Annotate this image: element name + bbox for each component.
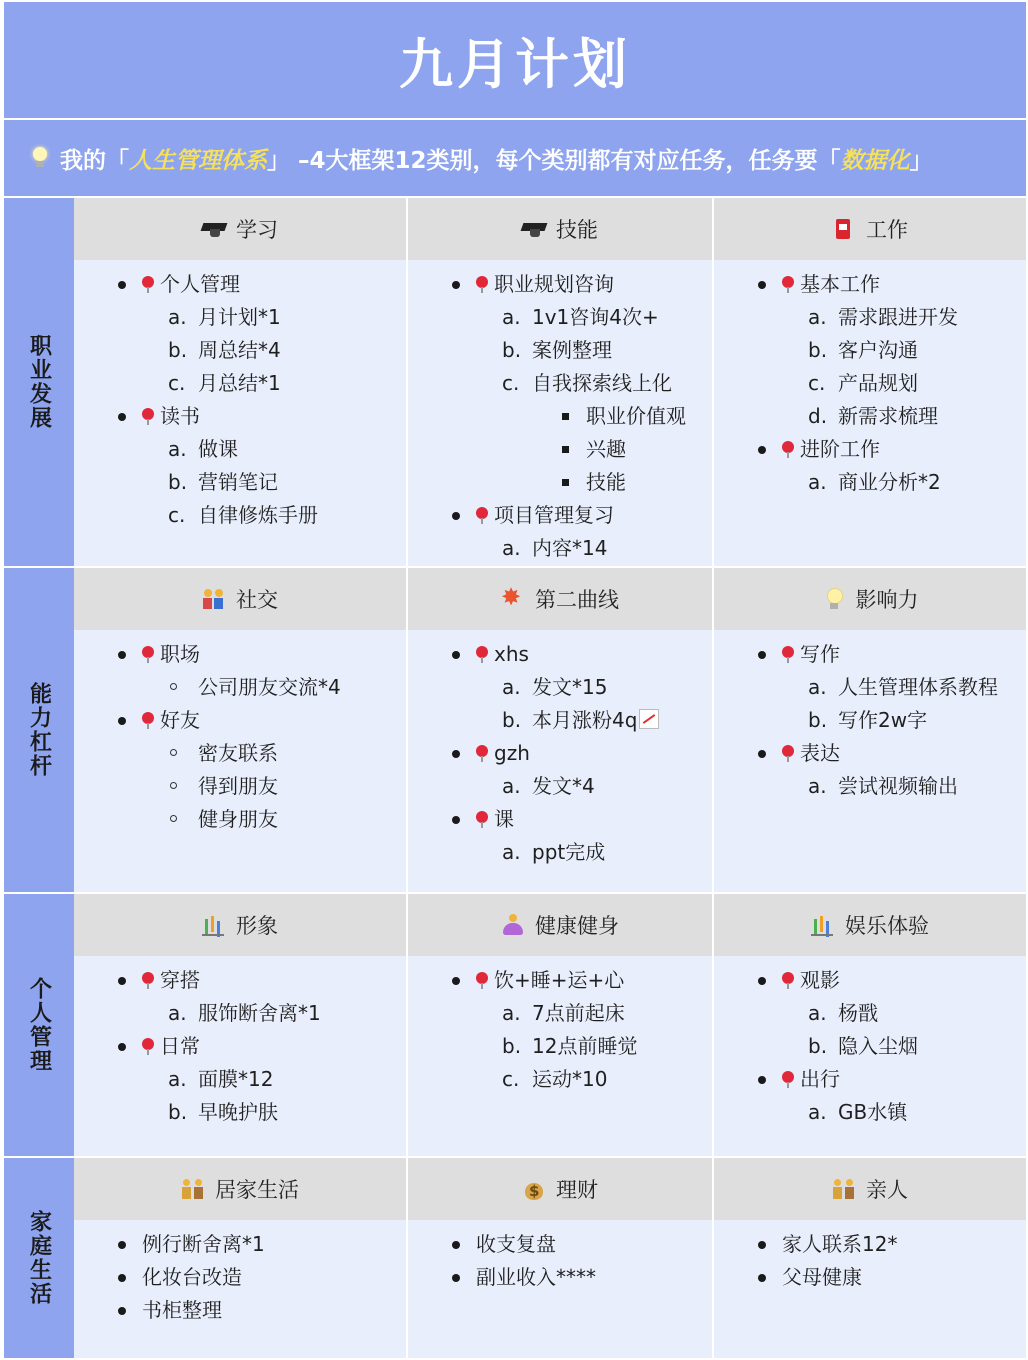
item-text: 服饰断舍离*1 [198,1001,321,1025]
category-column [406,568,712,892]
sub-item-marker: a. [808,470,827,494]
sub-item-marker: c. [502,1067,520,1091]
pushpin-icon [476,811,488,827]
category-header [714,1158,1026,1221]
list-item [714,1261,1026,1294]
list-item [74,1261,406,1294]
pushpin-icon [476,507,488,523]
pushpin-icon [142,408,154,424]
category-column [712,894,1026,1156]
item-text: 技能 [586,470,626,494]
sub-item-marker: a. [808,774,827,798]
sub-item [714,704,1026,737]
item-text: 客户沟通 [838,338,918,362]
item-text: 做课 [198,437,238,461]
sub-item-marker: b. [168,1100,188,1124]
sub-item-marker: b. [808,338,828,362]
sub-item [714,997,1026,1030]
category-header [714,568,1026,631]
category-body [408,1220,712,1358]
item-text: 表达 [800,741,840,765]
sub-item [714,1096,1026,1129]
sub-item-marker: a. [502,1001,521,1025]
sub-item-marker: c. [808,371,826,395]
lightbulb-icon [822,587,846,611]
item-text: gzh [494,741,530,765]
item-text: 课 [494,807,514,831]
pushpin-icon [782,972,794,988]
list-item [74,964,406,997]
item-text: 健身朋友 [198,807,278,831]
sub-item-marker: a. [808,305,827,329]
section-label-text: 家庭生活 [26,1210,52,1306]
work-icon [832,217,856,241]
people-icon [202,587,226,611]
category-header [408,198,712,261]
list-item [74,704,406,737]
sub-item-marker: a. [168,1067,187,1091]
category-column [74,894,406,1156]
category-body [714,956,1026,1156]
graduation-cap-icon [202,217,226,241]
sub-item-marker: a. [808,675,827,699]
category-column [74,1158,406,1358]
category-title: 影响力 [855,588,919,612]
item-text: 父母健康 [782,1265,862,1289]
list-item [714,1063,1026,1096]
item-text: 尝试视频输出 [838,774,958,798]
item-text: ppt完成 [532,840,606,864]
sub-item [74,1063,406,1096]
category-title: 亲人 [866,1178,908,1202]
category-column [406,198,712,566]
category-title: 第二曲线 [535,588,619,612]
item-text: 好友 [160,708,200,732]
item-text: 隐入尘烟 [838,1034,918,1058]
pushpin-icon [142,972,154,988]
sub-item-marker: c. [502,371,520,395]
item-text: GB水镇 [838,1100,908,1124]
category-title: 学习 [236,218,278,242]
category-title: 形象 [236,914,278,938]
list-item [408,1228,712,1261]
sub-item [408,301,712,334]
item-text: 饮+睡+运+心 [494,968,625,992]
item-text: 公司朋友交流*4 [198,675,341,699]
sub-item [74,301,406,334]
category-title: 居家生活 [215,1178,299,1202]
item-text: 进阶工作 [800,437,880,461]
subtitle-bar [4,120,1026,196]
item-text: 月总结*1 [198,371,281,395]
category-header [408,894,712,957]
pushpin-icon [782,441,794,457]
subtitle-highlight-system: 人生管理体系 [129,147,267,174]
category-column [74,198,406,566]
sub-item-marker: c. [168,503,186,527]
sub-item [714,400,1026,433]
item-text: 7点前起床 [532,1001,625,1025]
category-body [74,630,406,892]
item-text: 职业规划咨询 [494,272,614,296]
subtitle-prefix: 我的「 [60,147,129,174]
sub-item [408,367,712,400]
sub-item-marker: a. [502,536,521,560]
item-text: 写作 [800,642,840,666]
sub-item [74,737,406,770]
category-body [714,260,1026,566]
sub-item-marker: b. [502,1034,522,1058]
item-text: 职业价值观 [586,404,686,428]
category-body [74,1220,406,1358]
item-text: 化妆台改造 [142,1265,242,1289]
sub-item [408,671,712,704]
sub-item [714,334,1026,367]
list-item [714,1228,1026,1261]
category-column [712,568,1026,892]
sub-item [74,671,406,704]
item-text: 兴趣 [586,437,626,461]
list-item [714,268,1026,301]
sub-item [408,532,712,565]
item-text: 家人联系12* [782,1232,898,1256]
item-text: 营销笔记 [198,470,278,494]
sub-item [74,466,406,499]
item-text: 杨戬 [838,1001,878,1025]
category-header [74,894,406,957]
sub-item-marker: a. [808,1100,827,1124]
pushpin-icon [782,276,794,292]
sub-item [408,334,712,367]
category-header [408,568,712,631]
item-text: 基本工作 [800,272,880,296]
item-text: 自律修炼手册 [198,503,318,527]
list-item [714,638,1026,671]
item-text: 面膜*12 [198,1067,274,1091]
sub-item [74,803,406,836]
item-text: 例行断舍离*1 [142,1232,265,1256]
item-text: 本月涨粉4q [532,708,638,732]
chart-icon [811,913,835,937]
item-text: 密友联系 [198,741,278,765]
pushpin-icon [476,646,488,662]
item-text: 月计划*1 [198,305,281,329]
section-2 [4,568,1026,892]
section-label [4,1158,74,1358]
item-text: 早晚护肤 [198,1100,278,1124]
category-body [408,260,712,566]
sub-item [74,367,406,400]
category-body [408,630,712,892]
list-item [408,499,712,532]
item-text: 产品规划 [838,371,918,395]
category-body [74,956,406,1156]
category-header [714,894,1026,957]
pushpin-icon [782,745,794,761]
item-text: 运动*10 [532,1067,608,1091]
sub-item-marker: a. [168,437,187,461]
item-text: 穿搭 [160,968,200,992]
pushpin-icon [476,972,488,988]
category-body [714,1220,1026,1358]
section-label-text: 职业发展 [26,334,52,430]
pushpin-icon [476,745,488,761]
sub-item-marker: a. [502,840,521,864]
category-header [74,1158,406,1221]
sub-item [714,1030,1026,1063]
item-text: 12点前睡觉 [532,1034,638,1058]
sub-item-marker: a. [502,675,521,699]
item-text: 副业收入**** [476,1265,596,1289]
subtitle-suffix: 」 [909,147,933,174]
sub-item [714,367,1026,400]
sub-item-marker: a. [168,1001,187,1025]
pushpin-icon [142,646,154,662]
list-item [714,964,1026,997]
section-1 [4,198,1026,566]
category-body [408,956,712,1156]
list-item [74,1228,406,1261]
sub-item-marker: b. [502,708,522,732]
item-text: 写作2w字 [838,708,928,732]
sub-item-marker: c. [168,371,186,395]
item-text: 项目管理复习 [494,503,614,527]
page-title: 九月计划 [4,2,1026,118]
sub-item [74,433,406,466]
category-column [406,1158,712,1358]
category-body [74,260,406,566]
category-column [712,198,1026,566]
item-text: 发文*15 [532,675,608,699]
sub-item [408,836,712,869]
item-text: 职场 [160,642,200,666]
section-label-text: 能力杠杆 [26,682,52,778]
category-title: 理财 [556,1178,598,1202]
item-text: 日常 [160,1034,200,1058]
item-text: 书柜整理 [142,1298,222,1322]
category-title: 工作 [866,218,908,242]
yoga-icon [501,913,525,937]
sub-item-marker: b. [808,1034,828,1058]
family-icon [181,1177,205,1201]
sub-item [74,997,406,1030]
graduation-cap-icon [522,217,546,241]
list-item [408,268,712,301]
category-title: 健康健身 [535,914,619,938]
sub-item [74,1096,406,1129]
item-text: 需求跟进开发 [838,305,958,329]
pushpin-icon [142,1038,154,1054]
category-header [714,198,1026,261]
pushpin-icon [476,276,488,292]
sub-item-marker: b. [502,338,522,362]
item-text: 观影 [800,968,840,992]
category-title: 社交 [236,588,278,612]
item-text: 读书 [160,404,200,428]
subtitle-highlight-data: 数据化 [840,147,910,174]
sub-sub-item [408,400,712,433]
sub-item-marker: d. [808,404,828,428]
sub-item-marker: b. [808,708,828,732]
category-title: 娱乐体验 [845,914,929,938]
category-column [406,894,712,1156]
item-text: 新需求梳理 [838,404,938,428]
category-column [712,1158,1026,1358]
sub-item-marker: b. [168,338,188,362]
sub-item [714,770,1026,803]
family-icon [832,1177,856,1201]
sub-item [74,499,406,532]
section-label [4,568,74,892]
sub-item-marker: b. [168,470,188,494]
pushpin-icon [782,1071,794,1087]
item-text: 得到朋友 [198,774,278,798]
sub-item [408,1063,712,1096]
category-header [408,1158,712,1221]
sub-item [408,997,712,1030]
subtitle-middle: 」 –4大框架12类别，每个类别都有对应任务，任务要「 [267,147,841,174]
section-label [4,198,74,566]
list-item [408,737,712,770]
pushpin-icon [142,712,154,728]
list-item [408,638,712,671]
item-text: 周总结*4 [198,338,281,362]
sub-item [714,301,1026,334]
money-bag-icon [522,1177,546,1201]
sub-item [408,1030,712,1063]
item-text: 案例整理 [532,338,612,362]
sub-item [714,466,1026,499]
item-text: xhs [494,642,529,666]
sub-item-marker: a. [808,1001,827,1025]
list-item [74,268,406,301]
list-item [74,1294,406,1327]
item-text: 自我探索线上化 [532,371,672,395]
list-item [74,400,406,433]
category-header [74,568,406,631]
sub-item [74,334,406,367]
category-body [714,630,1026,892]
sub-item [408,770,712,803]
list-item [408,803,712,836]
list-item [74,638,406,671]
item-text: 1v1咨询4次+ [532,305,659,329]
trend-chart-icon [639,709,659,729]
list-item [714,433,1026,466]
section-label [4,894,74,1156]
sub-item [408,704,712,737]
section-4 [4,1158,1026,1358]
item-text: 商业分析*2 [838,470,941,494]
list-item [408,964,712,997]
burst-icon [501,587,525,611]
sub-sub-item [408,466,712,499]
pushpin-icon [782,646,794,662]
sub-item-marker: a. [502,305,521,329]
category-column [74,568,406,892]
item-text: 内容*14 [532,536,608,560]
section-3 [4,894,1026,1156]
item-text: 个人管理 [160,272,240,296]
pushpin-icon [142,276,154,292]
section-label-text: 个人管理 [26,977,52,1073]
category-title: 技能 [556,218,598,242]
sub-item [714,671,1026,704]
category-header [74,198,406,261]
sub-item-marker: a. [168,305,187,329]
list-item [74,1030,406,1063]
item-text: 发文*4 [532,774,595,798]
sub-item-marker: a. [502,774,521,798]
item-text: 人生管理体系教程 [838,675,998,699]
lightbulb-icon [32,147,48,169]
item-text: 出行 [800,1067,840,1091]
chart-icon [202,913,226,937]
list-item [408,1261,712,1294]
list-item [714,737,1026,770]
sub-sub-item [408,433,712,466]
item-text: 收支复盘 [476,1232,556,1256]
sub-item [74,770,406,803]
